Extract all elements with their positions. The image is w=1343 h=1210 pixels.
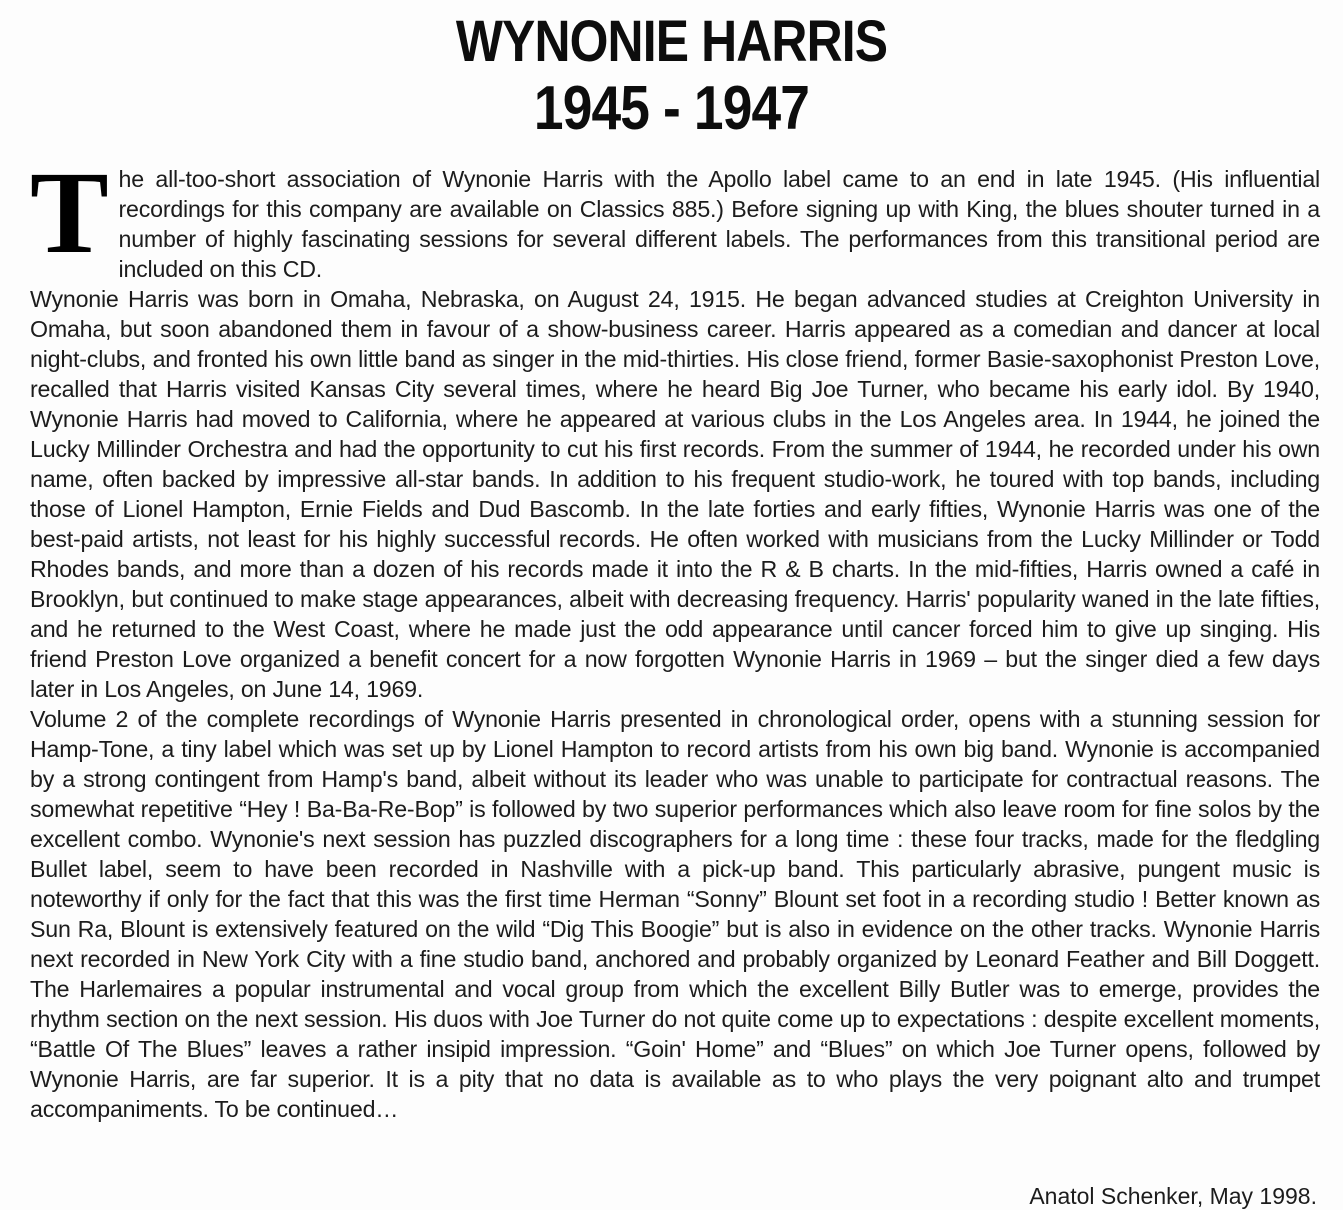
drop-cap: T — [30, 147, 109, 278]
volume-paragraph: Volume 2 of the complete recordings of Wynonie Harris presented in chronological order, opens with a stunning session for Hamp-Tone, a tiny label which was set up by Lionel Hampton to record artists from his own big band. Wynonie is accompanied by a strong contingent from Hamp's band, albeit without its leader who was unable to participate for contractual reasons. The somewhat repetitive “Hey ! Ba-Ba-Re-Bop” is followed by two superior performances which also leave room for fine solos by the excellent combo. Wynonie's next session has puzzled discographers for a long time : these four tracks, made for the fledgling Bullet label, seem to have been recorded in Nashville with a pick-up band. This particularly abrasive, pungent music is noteworthy if only for the fact that this was the first time Herman “Sonny” Blount set foot in a recording studio ! Better known as Sun Ra, Blount is extensively featured on the wild “Dig This Boogie” but is also in evidence on the other tracks. Wynonie Harris next recorded in New York City with a fine studio band, anchored and probably organized by Leonard Feather and Bill Doggett. The Harlemaires a popular instrumental and vocal group from which the excellent Billy Butler was to emerge, provides the rhythm section on the next session. His duos with Joe Turner do not quite come up to expectations : despite excellent moments, “Battle Of The Blues” leaves a rather insipid impression. “Goin' Home” and “Blues” on which Joe Turner opens, followed by Wynonie Harris, are far superior. It is a pity that no data is available as to who plays the very poignant alto and trumpet accompaniments. To be continued… — [30, 706, 1320, 1122]
liner-notes-body — [30, 147, 1320, 1124]
artist-title: WYNONIE HARRIS — [455, 9, 888, 74]
intro-text: he all-too-short association of Wynonie Harris with the Apollo label came to an end in late 1945. (His influential recordings for this company are available on Classics 885.) Before signing up with King, the blues shouter turned in a number of highly fascinating sessions for several different labels. The performances from this transitional period are included on this CD. — [118, 166, 1320, 282]
biography-paragraph: Wynonie Harris was born in Omaha, Nebraska, on August 24, 1915. He began advanced studies at Creighton University in Omaha, but soon abandoned them in favour of a show-business career. Harris appeared as a comedian and dancer at local night-clubs, and fronted his own little band as singer in the mid-thirties. His close friend, former Basie-saxophonist Preston Love, recalled that Harris visited Kansas City several times, where he heard Big Joe Turner, who became his early idol. By 1940, Wynonie Harris had moved to California, where he appeared at various clubs in the Los Angeles area. In 1944, he joined the Lucky Millinder Orchestra and had the opportunity to cut his first records. From the summer of 1944, he recorded under his own name, often backed by impressive all-star bands. In addition to his frequent studio-work, he toured with top bands, including those of Lionel Hampton, Ernie Fields and Dud Bascomb. In the late forties and early fifties, Wynonie Harris was one of the best-paid artists, not least for his highly successful records. He often worked with musicians from the Lucky Millinder or Todd Rhodes bands, and more than a dozen of his records made it into the R & B charts. In the mid-fifties, Harris owned a café in Brooklyn, but continued to make stage appearances, albeit with decreasing frequency. Harris' popularity waned in the late fifties, and he returned to the West Coast, where he made just the odd appearance until cancer forced him to give up singing. His friend Preston Love organized a benefit concert for a now forgotten Wynonie Harris in 1969 – but the singer died a few days later in Los Angeles, on June 14, 1969. — [30, 286, 1320, 702]
author-signature: Anatol Schenker, May 1998. — [1029, 1183, 1317, 1209]
intro-paragraph — [30, 147, 1320, 284]
title-block — [0, 10, 1343, 144]
years-title: 1945 - 1947 — [533, 74, 810, 143]
